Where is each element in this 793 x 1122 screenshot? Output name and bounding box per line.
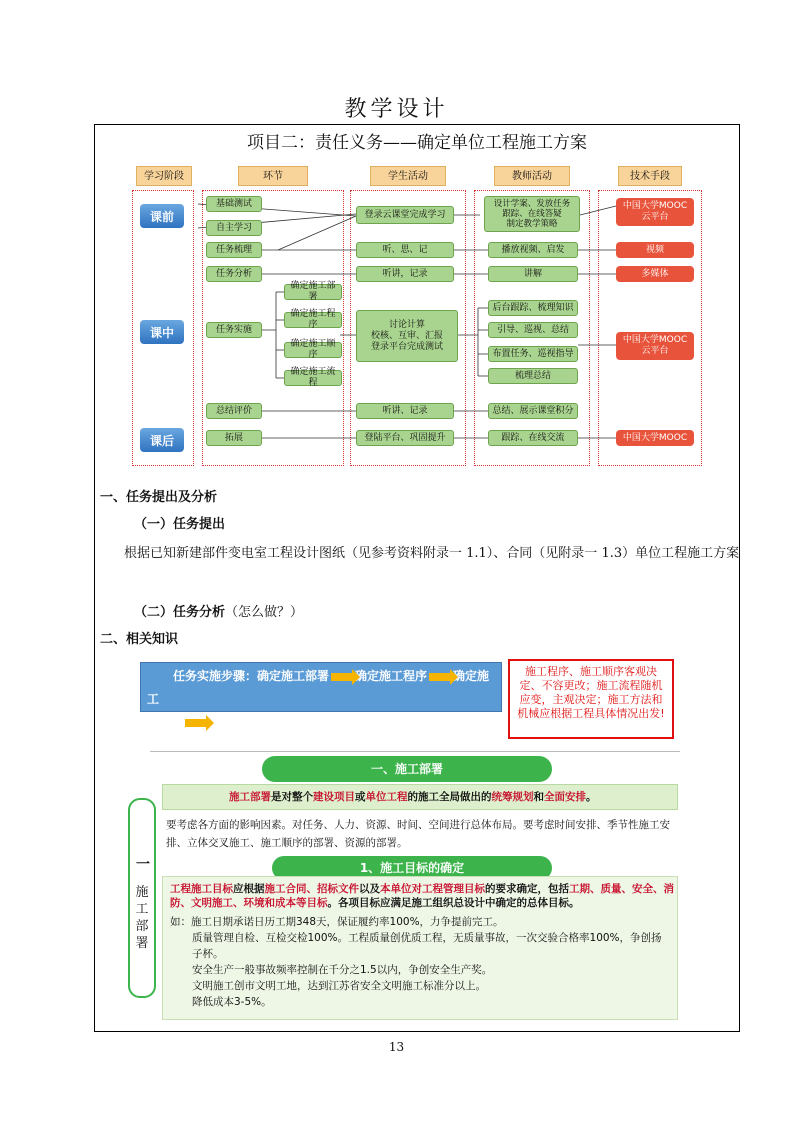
side-char: 施	[135, 885, 149, 900]
link-item: 任务分析	[206, 266, 262, 282]
section-heading-2: 二、相关知识	[100, 632, 179, 647]
page-number: 13	[388, 1040, 405, 1054]
student-activity: 登陆平台、巩固提升	[356, 430, 454, 446]
text: 的施工全局做出的	[407, 791, 492, 803]
note-callout: 施工程序、施工顺序客观决定、不容更改；施工流程随机应变，主观决定；施工方法和机械应根据工程具体情况出发!	[508, 659, 674, 739]
teacher-activity: 后台跟踪、梳理知识	[488, 300, 578, 316]
text: 以及	[359, 883, 380, 895]
text: 。各项目标应满足施工组织总设计中确定的总体目标。	[327, 897, 580, 909]
sub-link-item: 确定施工部署	[284, 284, 342, 300]
example-line: 降低成本3-5%。	[192, 996, 272, 1008]
text: 和	[533, 791, 544, 803]
tech-tool: 中国大学MOOC 云平台	[616, 332, 694, 360]
teaching-flow-diagram	[128, 160, 708, 470]
example-line: 安全生产一般事故频率控制在千分之1.5以内，争创安全生产奖。	[192, 964, 493, 976]
arrow-right-icon	[185, 719, 207, 727]
text: 的要求确定，包括	[485, 883, 569, 895]
student-activity: 听讲，记录	[356, 266, 454, 282]
section-heading-1: 一、任务提出及分析	[100, 490, 218, 505]
side-char: 部	[135, 919, 149, 934]
goal-examples	[170, 914, 670, 1010]
term: 本单位对工程管理目标	[380, 883, 485, 895]
text: 。	[586, 791, 597, 803]
link-item: 总结评价	[206, 403, 262, 419]
step-item: 确定施工	[147, 669, 490, 706]
teacher-activity: 播放视频、启发	[488, 242, 578, 258]
subsection-heading-bold: （二）任务分析	[134, 605, 226, 620]
link-item: 自主学习	[206, 220, 262, 236]
term: 全面安排	[544, 791, 586, 803]
teacher-activity: 布置任务、巡视指导	[488, 346, 578, 362]
teacher-activity: 讲解	[488, 266, 578, 282]
student-activity: 听、思、记	[356, 242, 454, 258]
student-activity: 登录云课堂完成学习	[356, 206, 454, 224]
stage-after-class: 课后	[140, 428, 184, 452]
tech-tool: 多媒体	[616, 266, 694, 282]
teacher-activity: 跟踪、在线交流	[488, 430, 578, 446]
text: 是对整个	[271, 791, 313, 803]
header-link: 环节	[238, 166, 308, 186]
sub-link-item: 确定施工程序	[284, 312, 342, 328]
side-char: 署	[135, 936, 149, 951]
goal-statement	[170, 882, 674, 910]
example-line: 如：施工日期承诺日历工期348天，保证履约率100%，力争提前完工。	[170, 916, 504, 928]
text: 应根据	[233, 883, 265, 895]
stage-before-class: 课前	[140, 204, 184, 228]
example-line: 质量管理自检、互检交检100%。工程质量创优质工程，无质量事故，一次交验合格率100%，争创扬子杯。	[192, 932, 662, 960]
link-item: 基础测试	[206, 196, 262, 212]
sub-link-item: 确定施工顺序	[284, 342, 342, 358]
text: 或	[355, 791, 366, 803]
tech-tool: 视频	[616, 242, 694, 258]
header-stage: 学习阶段	[136, 166, 192, 186]
page-title: 教学设计	[344, 97, 449, 122]
term: 施工部署	[229, 791, 271, 803]
definition-box	[162, 784, 678, 810]
tech-tool: 中国大学MOOC 云平台	[616, 198, 694, 226]
steps-prefix: 任务实施步骤：	[173, 669, 258, 683]
term: 工程施工目标	[170, 883, 233, 895]
arrow-right-icon	[331, 673, 353, 681]
step-item: 确定施工程序	[355, 669, 428, 683]
student-activity: 听讲、记录	[356, 403, 454, 419]
term: 统筹规划	[491, 791, 534, 803]
term: 工期、质量、安全、消防、文明施工、环境和成本等目标	[170, 883, 674, 909]
term: 建设项目	[313, 791, 355, 803]
step-item: 工顺序	[147, 715, 184, 729]
heading-pill-goal: 1、施工目标的确定	[272, 856, 552, 880]
subsection-heading-1-2	[134, 601, 303, 620]
header-teacher: 教师活动	[494, 166, 570, 186]
step-item: 确定施工部署	[257, 669, 330, 683]
paragraph-task: 根据已知新建部件变电室工程设计图纸（见参考资料附录一 1.1）、合同（见附录一 1.3）单位工程施工方案	[124, 546, 740, 561]
document-title: 项目二：责任义务——确定单位工程施工方案	[247, 133, 587, 153]
teacher-activity: 梳理总结	[488, 368, 578, 384]
side-label-text	[134, 884, 150, 952]
example-line: 文明施工创市文明工地，达到江苏省安全文明施工标准分以上。	[192, 980, 486, 992]
stage-in-class: 课中	[140, 320, 184, 344]
link-item: 拓展	[206, 430, 262, 446]
side-label-number: 一	[136, 857, 150, 873]
teacher-activity: 总结、展示课堂积分	[488, 403, 578, 419]
arrow-right-icon	[429, 673, 451, 681]
student-activity: 讨论计算 校核、互审、汇报 登录平台完成测试	[356, 310, 458, 362]
deployment-description: 要考虑各方面的影响因素。对任务、人力、资源、时间、空间进行总体布局。要考虑时间安排、季节性施工安排、立体交叉施工、施工顺序的部署、资源的部署。	[166, 819, 670, 849]
side-char: 工	[135, 902, 149, 917]
heading-pill-deployment: 一、施工部署	[262, 756, 552, 782]
sub-link-item: 确定施工流程	[284, 370, 342, 386]
implementation-steps-box	[140, 662, 502, 729]
term: 施工合同、招标文件	[264, 883, 359, 895]
link-item: 任务梳理	[206, 242, 262, 258]
tech-tool: 中国大学MOOC	[616, 430, 694, 446]
subsection-heading-1-1: （一）任务提出	[134, 517, 226, 532]
subsection-heading-rest: （怎么做？）	[225, 605, 304, 620]
teacher-activity: 引导、巡视、总结	[488, 322, 578, 338]
header-tech: 技术手段	[618, 166, 682, 186]
term: 单位工程	[365, 791, 408, 803]
header-student: 学生活动	[370, 166, 446, 186]
step-item: 确定施工流程	[209, 715, 282, 729]
link-item: 任务实施	[206, 322, 262, 338]
slide-divider	[150, 751, 680, 752]
teacher-activity: 设计学案、发放任务 跟踪、在线答疑 制定教学策略	[484, 196, 580, 232]
